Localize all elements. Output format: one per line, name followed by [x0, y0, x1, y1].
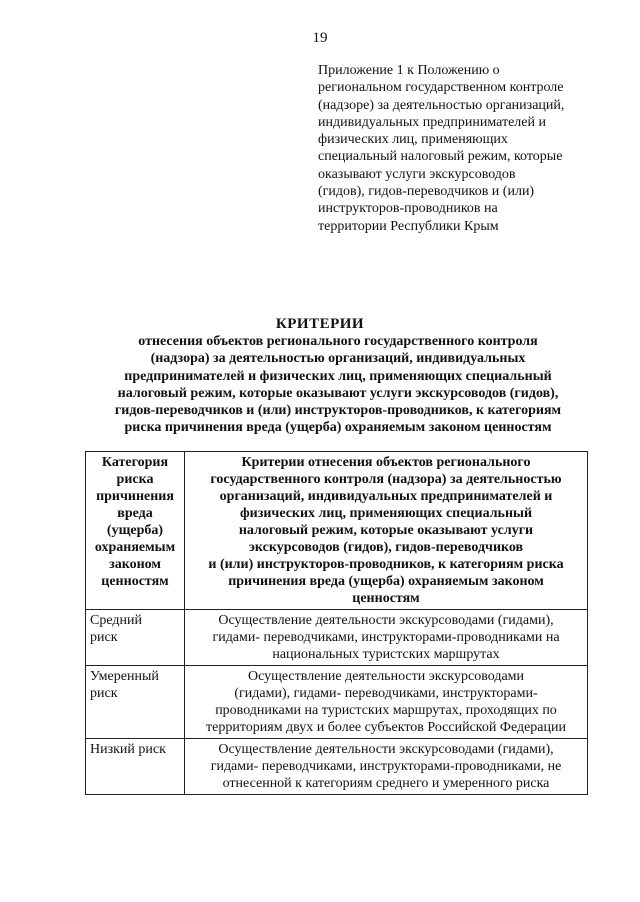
- header-category-line: (ущерба): [106, 523, 164, 538]
- risk-criteria-cell: [185, 666, 588, 739]
- risk-category-cell: [86, 739, 185, 795]
- risk-criteria-line: национальных туристских маршрутах: [272, 647, 500, 662]
- header-category-line: причинения: [96, 489, 174, 504]
- header-criteria-line: причинения вреда (ущерба) охраняемым законом: [228, 574, 544, 589]
- risk-criteria-line: проводниками на туристских маршрутах, проходящих по: [215, 703, 557, 718]
- header-category-line: Категория: [101, 455, 169, 470]
- criteria-table: [85, 451, 588, 795]
- document-subtitle: [88, 333, 588, 437]
- table-row-medium-risk: [86, 610, 588, 666]
- annex-line: инструкторов-проводников на: [318, 201, 498, 217]
- risk-criteria-cell: [185, 610, 588, 666]
- annex-line: специальный налоговый режим, которые: [318, 149, 563, 165]
- risk-category-line: Низкий риск: [90, 742, 166, 757]
- subtitle-line: гидов-переводчиков и (или) инструкторов-проводников, к категориям: [114, 403, 562, 419]
- header-criteria-line: Критерии отнесения объектов регионального: [241, 455, 531, 470]
- risk-criteria-line: Осуществление деятельности экскурсоводами (гидами),: [218, 613, 554, 628]
- header-criteria-line: организаций, индивидуальных предпринимателей и: [219, 489, 553, 504]
- annex-line: территории Республики Крым: [318, 218, 499, 234]
- risk-category-line: риск: [90, 630, 118, 645]
- subtitle-line: отнесения объектов регионального государственного контроля: [138, 334, 538, 349]
- page-number: 19: [312, 30, 328, 46]
- table-row-moderate-risk: [86, 666, 588, 739]
- risk-criteria-line: территориям двух и более субъектов Российской Федерации: [206, 720, 566, 735]
- risk-criteria-line: гидами- переводчиками, инструкторами-проводниками на: [212, 630, 560, 645]
- annex-line: индивидуальных предпринимателей и: [318, 114, 546, 130]
- annex-line: физических лиц, применяющих: [318, 132, 508, 148]
- header-category-line: риска: [116, 472, 154, 487]
- risk-category-cell: [86, 666, 185, 739]
- header-category-cell: [86, 452, 185, 610]
- header-criteria-line: и (или) инструкторов-проводников, к категориям риска: [208, 557, 564, 572]
- document-title: КРИТЕРИИ: [275, 316, 365, 332]
- annex-line: (гидов), гидов-переводчиков и (или): [318, 184, 535, 200]
- risk-criteria-line: Осуществление деятельности экскурсоводами (гидами),: [218, 742, 554, 757]
- header-category-line: охраняемым: [94, 540, 176, 555]
- subtitle-line: предпринимателей и физических лиц, применяющих специальный: [124, 368, 552, 384]
- risk-category-cell: [86, 610, 185, 666]
- annex-line: (надзоре) за деятельностью организаций,: [318, 97, 565, 113]
- header-criteria-line: физических лиц, применяющих специальный: [239, 506, 533, 521]
- annex-reference: [318, 62, 618, 235]
- risk-criteria-cell: [185, 739, 588, 795]
- subtitle-line: риска причинения вреда (ущерба) охраняемым законом ценностям: [124, 420, 552, 436]
- header-criteria-line: государственного контроля (надзора) за деятельностью: [210, 472, 562, 487]
- header-criteria-line: экскурсоводов (гидов), гидов-переводчиков: [248, 540, 524, 555]
- annex-line: Приложение 1 к Положению о: [318, 63, 500, 78]
- header-category-line: вреда: [117, 506, 153, 521]
- subtitle-line: налоговый режим, которые оказывают услуги экскурсоводов (гидов),: [117, 385, 559, 401]
- risk-category-line: Умеренный: [90, 669, 159, 684]
- risk-category-line: Средний: [90, 613, 142, 628]
- table-header-row: [86, 452, 588, 610]
- risk-criteria-line: (гидами), гидами- переводчиками, инструкторами-: [234, 686, 538, 701]
- risk-category-line: риск: [90, 686, 118, 701]
- annex-line: оказывают услуги экскурсоводов: [318, 166, 516, 182]
- annex-line: региональном государственном контроле: [318, 80, 564, 96]
- header-criteria-line: налоговый режим, которые оказывают услуги: [238, 523, 534, 538]
- header-category-line: законом: [109, 557, 161, 572]
- header-criteria-line: ценностям: [352, 591, 420, 606]
- risk-criteria-line: отнесенной к категориям среднего и умеренного риска: [222, 776, 550, 791]
- risk-criteria-line: Осуществление деятельности экскурсоводами: [247, 669, 525, 684]
- subtitle-line: (надзора) за деятельностью организаций, индивидуальных: [150, 351, 526, 367]
- risk-criteria-line: гидами- переводчиками, инструкторами-проводниками, не: [210, 759, 562, 774]
- table-row-low-risk: [86, 739, 588, 795]
- header-criteria-cell: [185, 452, 588, 610]
- header-category-line: ценностям: [101, 574, 169, 589]
